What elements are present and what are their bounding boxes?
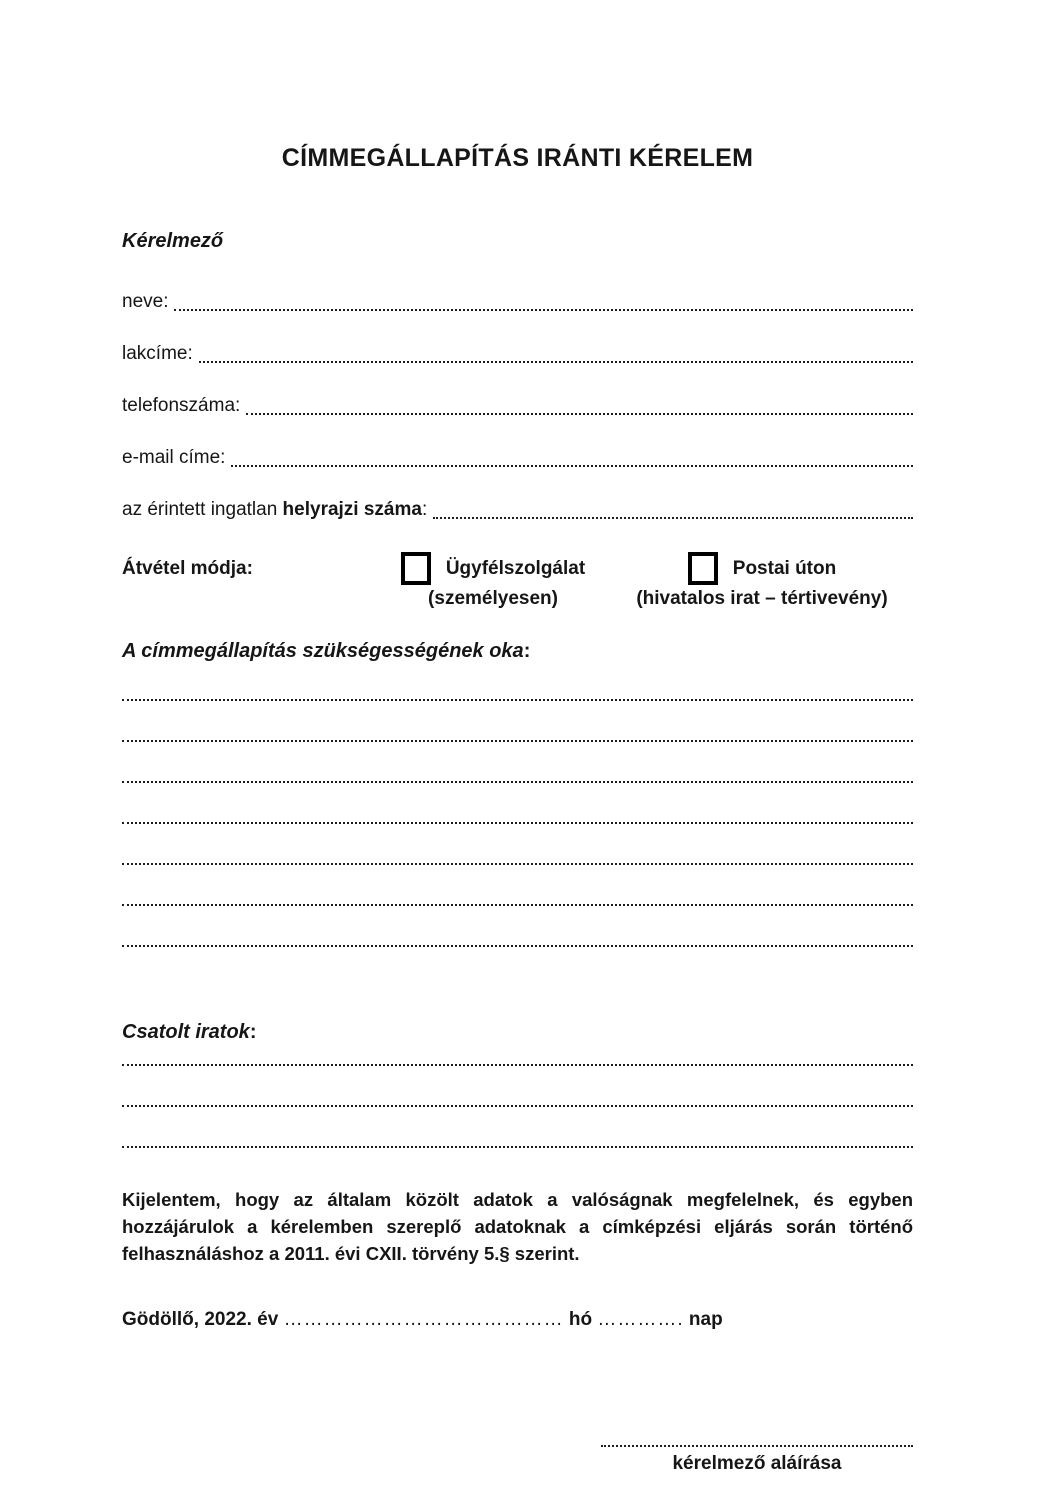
reason-heading xyxy=(122,638,913,665)
signature-caption: kérelmező aláírása xyxy=(672,1453,842,1474)
postal-sublabel: (hivatalos irat – tértivevény) xyxy=(636,588,888,609)
attachments-heading xyxy=(122,1019,913,1046)
field-row-name xyxy=(122,288,913,314)
field-row-email xyxy=(122,444,913,470)
phone-field-label: telefonszáma: xyxy=(122,395,241,416)
dotted-writing-line[interactable] xyxy=(122,742,913,783)
customer-service-checkbox[interactable] xyxy=(401,552,431,585)
name-fill-line[interactable] xyxy=(174,309,913,311)
signature-line[interactable] xyxy=(601,1423,913,1447)
delivery-method-row xyxy=(122,552,913,610)
dotted-writing-line[interactable] xyxy=(122,783,913,824)
reason-heading-text: A címmegállapítás szükségességének oka xyxy=(122,640,524,662)
date-month-fill-line[interactable]: …………………………………… xyxy=(283,1309,564,1330)
dotted-writing-line[interactable] xyxy=(122,906,913,947)
date-row xyxy=(122,1307,913,1333)
dotted-writing-line[interactable] xyxy=(122,701,913,742)
dotted-writing-line[interactable] xyxy=(122,824,913,865)
address-fill-line[interactable] xyxy=(199,361,913,363)
declaration-text: Kijelentem, hogy az általam közölt adatok a valóságnak megfelelnek, és egyben hozzájárulok a kérelemben szereplő adatoknak a címképzési eljárás során történő felhasználáshoz a 2011. évi CXII. törvény 5.§ szerint. xyxy=(122,1189,913,1264)
signature-block xyxy=(601,1423,913,1475)
attachments-writing-lines xyxy=(122,1046,913,1148)
attachments-heading-colon: : xyxy=(249,1021,257,1043)
applicant-heading-text: Kérelmező xyxy=(122,230,224,252)
phone-fill-line[interactable] xyxy=(246,413,913,415)
postal-checkbox[interactable] xyxy=(688,552,718,585)
date-prefix: Gödöllő, 2022. év xyxy=(122,1309,279,1330)
dotted-writing-line[interactable] xyxy=(122,665,913,701)
date-day-label: nap xyxy=(688,1309,723,1330)
customer-service-label: Ügyfélszolgálat xyxy=(445,557,586,579)
email-fill-line[interactable] xyxy=(231,465,913,467)
dotted-writing-line[interactable] xyxy=(122,1046,913,1066)
field-row-address xyxy=(122,340,913,366)
dotted-writing-line[interactable] xyxy=(122,1107,913,1148)
dotted-writing-line[interactable] xyxy=(122,1066,913,1107)
reason-heading-colon: : xyxy=(523,640,531,662)
applicant-heading xyxy=(122,228,913,255)
delivery-option-customer-service-top xyxy=(401,552,585,585)
parcel-label-suffix: : xyxy=(421,499,428,520)
delivery-option-customer-service xyxy=(386,552,600,610)
date-month-label: hó xyxy=(568,1309,593,1330)
parcel-number-fill-line[interactable] xyxy=(433,517,913,519)
parcel-number-field-label xyxy=(122,498,427,522)
date-day-fill-line[interactable]: …………. xyxy=(597,1309,684,1330)
reason-writing-lines xyxy=(122,665,913,947)
parcel-label-bold: helyrajzi száma xyxy=(282,499,422,520)
attachments-heading-text: Csatolt iratok xyxy=(122,1021,250,1043)
customer-service-sublabel: (személyesen) xyxy=(428,588,558,609)
delivery-method-label: Átvétel módja: xyxy=(122,558,253,579)
field-row-parcel-number xyxy=(122,496,913,522)
dotted-writing-line[interactable] xyxy=(122,865,913,906)
field-row-phone xyxy=(122,392,913,418)
address-field-label: lakcíme: xyxy=(122,343,193,364)
email-field-label: e-mail címe: xyxy=(122,447,226,468)
document-title: CÍMMEGÁLLAPÍTÁS IRÁNTI KÉRELEM xyxy=(281,144,754,172)
parcel-label-prefix: az érintett ingatlan xyxy=(122,499,283,520)
postal-label: Postai úton xyxy=(732,557,837,579)
name-field-label: neve: xyxy=(122,291,169,312)
delivery-option-postal-top xyxy=(688,552,836,585)
delivery-option-postal xyxy=(626,552,898,610)
